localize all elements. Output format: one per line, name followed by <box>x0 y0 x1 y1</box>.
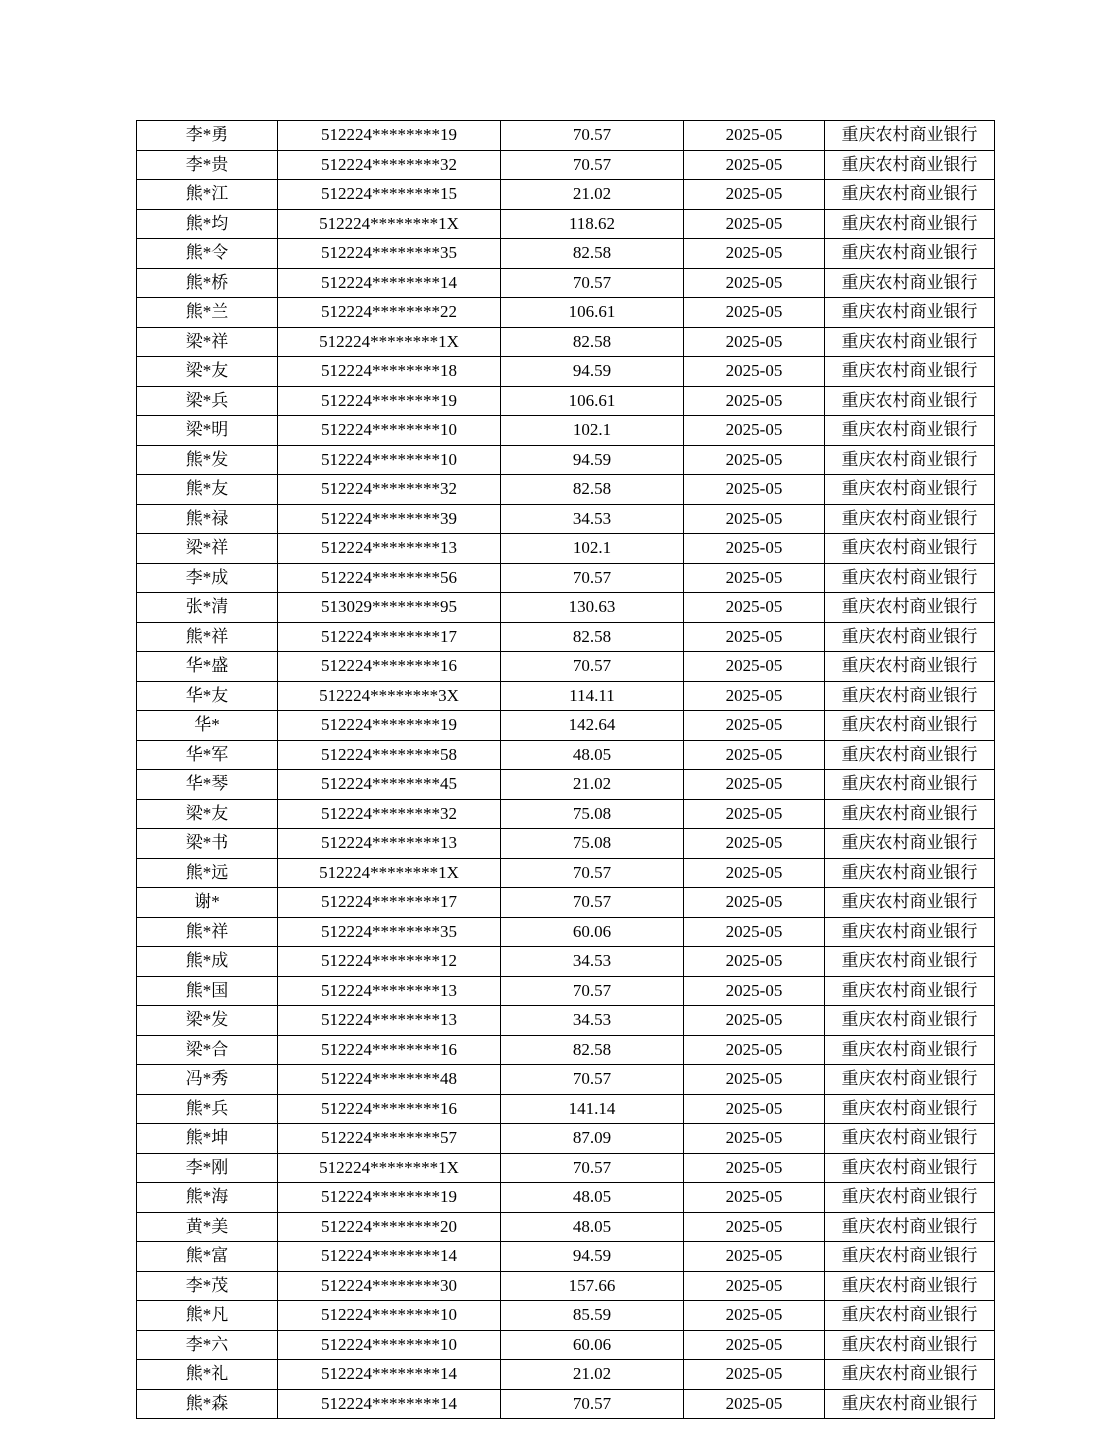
cell-bank: 重庆农村商业银行 <box>825 1330 995 1360</box>
cell-amount: 21.02 <box>501 180 684 210</box>
cell-name: 熊*友 <box>137 475 278 505</box>
cell-bank: 重庆农村商业银行 <box>825 445 995 475</box>
cell-id-number: 512224********13 <box>278 1006 501 1036</box>
table-row <box>137 327 995 357</box>
cell-bank: 重庆农村商业银行 <box>825 475 995 505</box>
cell-id-number: 512224********1X <box>278 1153 501 1183</box>
cell-bank: 重庆农村商业银行 <box>825 1065 995 1095</box>
cell-name: 熊*远 <box>137 858 278 888</box>
cell-bank: 重庆农村商业银行 <box>825 121 995 151</box>
cell-bank: 重庆农村商业银行 <box>825 357 995 387</box>
cell-id-number: 512224********16 <box>278 1094 501 1124</box>
cell-bank: 重庆农村商业银行 <box>825 770 995 800</box>
cell-name: 熊*令 <box>137 239 278 269</box>
cell-amount: 70.57 <box>501 1153 684 1183</box>
cell-amount: 82.58 <box>501 1035 684 1065</box>
cell-id-number: 512224********10 <box>278 416 501 446</box>
cell-month: 2025-05 <box>684 209 825 239</box>
cell-id-number: 512224********19 <box>278 121 501 151</box>
cell-amount: 48.05 <box>501 740 684 770</box>
cell-id-number: 512224********1X <box>278 327 501 357</box>
cell-bank: 重庆农村商业银行 <box>825 829 995 859</box>
cell-amount: 82.58 <box>501 239 684 269</box>
cell-id-number: 512224********3X <box>278 681 501 711</box>
cell-month: 2025-05 <box>684 150 825 180</box>
cell-id-number: 512224********16 <box>278 1035 501 1065</box>
cell-id-number: 512224********35 <box>278 917 501 947</box>
cell-id-number: 512224********10 <box>278 1330 501 1360</box>
cell-month: 2025-05 <box>684 917 825 947</box>
cell-bank: 重庆农村商业银行 <box>825 622 995 652</box>
cell-amount: 34.53 <box>501 504 684 534</box>
cell-bank: 重庆农村商业银行 <box>825 858 995 888</box>
cell-bank: 重庆农村商业银行 <box>825 917 995 947</box>
cell-name: 熊*发 <box>137 445 278 475</box>
table-body <box>137 121 995 1419</box>
table-row <box>137 298 995 328</box>
cell-id-number: 512224********56 <box>278 563 501 593</box>
cell-name: 熊*海 <box>137 1183 278 1213</box>
cell-month: 2025-05 <box>684 858 825 888</box>
table-row <box>137 239 995 269</box>
cell-amount: 82.58 <box>501 327 684 357</box>
cell-name: 熊*江 <box>137 180 278 210</box>
cell-id-number: 512224********20 <box>278 1212 501 1242</box>
cell-amount: 106.61 <box>501 298 684 328</box>
cell-month: 2025-05 <box>684 1242 825 1272</box>
cell-name: 华*琴 <box>137 770 278 800</box>
cell-month: 2025-05 <box>684 1124 825 1154</box>
cell-month: 2025-05 <box>684 1360 825 1390</box>
cell-name: 梁*合 <box>137 1035 278 1065</box>
table-row <box>137 652 995 682</box>
cell-name: 梁*兵 <box>137 386 278 416</box>
cell-bank: 重庆农村商业银行 <box>825 711 995 741</box>
table-row <box>137 770 995 800</box>
cell-bank: 重庆农村商业银行 <box>825 947 995 977</box>
cell-amount: 130.63 <box>501 593 684 623</box>
cell-name: 李*六 <box>137 1330 278 1360</box>
cell-name: 李*勇 <box>137 121 278 151</box>
cell-amount: 70.57 <box>501 888 684 918</box>
cell-amount: 70.57 <box>501 858 684 888</box>
cell-name: 熊*兵 <box>137 1094 278 1124</box>
cell-bank: 重庆农村商业银行 <box>825 504 995 534</box>
cell-id-number: 513029********95 <box>278 593 501 623</box>
cell-name: 李*刚 <box>137 1153 278 1183</box>
cell-name: 梁*友 <box>137 799 278 829</box>
cell-month: 2025-05 <box>684 652 825 682</box>
cell-amount: 48.05 <box>501 1212 684 1242</box>
cell-amount: 82.58 <box>501 475 684 505</box>
table-row <box>137 504 995 534</box>
cell-month: 2025-05 <box>684 622 825 652</box>
cell-amount: 118.62 <box>501 209 684 239</box>
cell-bank: 重庆农村商业银行 <box>825 1360 995 1390</box>
cell-month: 2025-05 <box>684 239 825 269</box>
cell-amount: 34.53 <box>501 947 684 977</box>
cell-amount: 142.64 <box>501 711 684 741</box>
cell-id-number: 512224********14 <box>278 1242 501 1272</box>
cell-amount: 106.61 <box>501 386 684 416</box>
cell-name: 李*成 <box>137 563 278 593</box>
cell-month: 2025-05 <box>684 593 825 623</box>
table-row <box>137 1065 995 1095</box>
cell-month: 2025-05 <box>684 504 825 534</box>
cell-amount: 70.57 <box>501 1065 684 1095</box>
cell-bank: 重庆农村商业银行 <box>825 1183 995 1213</box>
cell-id-number: 512224********32 <box>278 475 501 505</box>
cell-amount: 94.59 <box>501 357 684 387</box>
cell-bank: 重庆农村商业银行 <box>825 534 995 564</box>
table-row <box>137 268 995 298</box>
cell-amount: 21.02 <box>501 1360 684 1390</box>
cell-name: 熊*祥 <box>137 622 278 652</box>
cell-name: 梁*友 <box>137 357 278 387</box>
table-row <box>137 416 995 446</box>
cell-amount: 75.08 <box>501 829 684 859</box>
table-row <box>137 1301 995 1331</box>
cell-amount: 75.08 <box>501 799 684 829</box>
cell-month: 2025-05 <box>684 1389 825 1419</box>
cell-bank: 重庆农村商业银行 <box>825 1006 995 1036</box>
cell-id-number: 512224********35 <box>278 239 501 269</box>
cell-bank: 重庆农村商业银行 <box>825 1389 995 1419</box>
cell-amount: 70.57 <box>501 268 684 298</box>
cell-bank: 重庆农村商业银行 <box>825 298 995 328</box>
table-row <box>137 1094 995 1124</box>
cell-amount: 94.59 <box>501 445 684 475</box>
cell-name: 梁*祥 <box>137 534 278 564</box>
cell-name: 黄*美 <box>137 1212 278 1242</box>
cell-id-number: 512224********12 <box>278 947 501 977</box>
cell-id-number: 512224********19 <box>278 386 501 416</box>
cell-name: 华*盛 <box>137 652 278 682</box>
table-row <box>137 1153 995 1183</box>
cell-bank: 重庆农村商业银行 <box>825 1153 995 1183</box>
cell-id-number: 512224********13 <box>278 976 501 1006</box>
cell-month: 2025-05 <box>684 268 825 298</box>
cell-name: 华* <box>137 711 278 741</box>
cell-name: 熊*国 <box>137 976 278 1006</box>
cell-bank: 重庆农村商业银行 <box>825 799 995 829</box>
cell-bank: 重庆农村商业银行 <box>825 652 995 682</box>
cell-id-number: 512224********10 <box>278 1301 501 1331</box>
cell-id-number: 512224********32 <box>278 150 501 180</box>
table-row <box>137 1330 995 1360</box>
cell-name: 熊*兰 <box>137 298 278 328</box>
cell-id-number: 512224********48 <box>278 1065 501 1095</box>
cell-month: 2025-05 <box>684 534 825 564</box>
cell-name: 熊*祥 <box>137 917 278 947</box>
cell-amount: 141.14 <box>501 1094 684 1124</box>
cell-amount: 21.02 <box>501 770 684 800</box>
table-row <box>137 593 995 623</box>
cell-month: 2025-05 <box>684 740 825 770</box>
table-row <box>137 1271 995 1301</box>
cell-month: 2025-05 <box>684 445 825 475</box>
table-row <box>137 711 995 741</box>
cell-id-number: 512224********1X <box>278 209 501 239</box>
cell-month: 2025-05 <box>684 1153 825 1183</box>
cell-name: 华*友 <box>137 681 278 711</box>
table-row <box>137 475 995 505</box>
cell-bank: 重庆农村商业银行 <box>825 209 995 239</box>
cell-id-number: 512224********16 <box>278 652 501 682</box>
cell-id-number: 512224********15 <box>278 180 501 210</box>
cell-month: 2025-05 <box>684 1094 825 1124</box>
cell-bank: 重庆农村商业银行 <box>825 180 995 210</box>
table-row <box>137 1389 995 1419</box>
table-row <box>137 1212 995 1242</box>
cell-month: 2025-05 <box>684 1212 825 1242</box>
cell-amount: 102.1 <box>501 534 684 564</box>
cell-amount: 157.66 <box>501 1271 684 1301</box>
cell-name: 熊*凡 <box>137 1301 278 1331</box>
cell-month: 2025-05 <box>684 711 825 741</box>
cell-id-number: 512224********58 <box>278 740 501 770</box>
cell-amount: 70.57 <box>501 652 684 682</box>
cell-month: 2025-05 <box>684 327 825 357</box>
cell-month: 2025-05 <box>684 829 825 859</box>
cell-bank: 重庆农村商业银行 <box>825 386 995 416</box>
table-row <box>137 681 995 711</box>
cell-id-number: 512224********17 <box>278 888 501 918</box>
table-row <box>137 445 995 475</box>
cell-amount: 70.57 <box>501 976 684 1006</box>
cell-month: 2025-05 <box>684 298 825 328</box>
payment-table <box>136 120 995 1419</box>
cell-amount: 85.59 <box>501 1301 684 1331</box>
table-row <box>137 1242 995 1272</box>
cell-amount: 60.06 <box>501 917 684 947</box>
table-row <box>137 1360 995 1390</box>
cell-id-number: 512224********13 <box>278 829 501 859</box>
cell-month: 2025-05 <box>684 180 825 210</box>
cell-id-number: 512224********10 <box>278 445 501 475</box>
cell-bank: 重庆农村商业银行 <box>825 327 995 357</box>
cell-month: 2025-05 <box>684 1183 825 1213</box>
cell-id-number: 512224********57 <box>278 1124 501 1154</box>
cell-month: 2025-05 <box>684 1271 825 1301</box>
cell-name: 熊*富 <box>137 1242 278 1272</box>
cell-id-number: 512224********1X <box>278 858 501 888</box>
cell-month: 2025-05 <box>684 681 825 711</box>
table-row <box>137 1006 995 1036</box>
cell-amount: 70.57 <box>501 150 684 180</box>
cell-month: 2025-05 <box>684 947 825 977</box>
table-row <box>137 888 995 918</box>
cell-bank: 重庆农村商业银行 <box>825 416 995 446</box>
cell-amount: 70.57 <box>501 563 684 593</box>
cell-id-number: 512224********45 <box>278 770 501 800</box>
cell-month: 2025-05 <box>684 799 825 829</box>
cell-bank: 重庆农村商业银行 <box>825 681 995 711</box>
cell-name: 梁*发 <box>137 1006 278 1036</box>
cell-name: 谢* <box>137 888 278 918</box>
cell-month: 2025-05 <box>684 1065 825 1095</box>
cell-amount: 70.57 <box>501 121 684 151</box>
cell-name: 梁*明 <box>137 416 278 446</box>
cell-id-number: 512224********13 <box>278 534 501 564</box>
cell-name: 熊*坤 <box>137 1124 278 1154</box>
cell-name: 李*茂 <box>137 1271 278 1301</box>
cell-bank: 重庆农村商业银行 <box>825 976 995 1006</box>
cell-bank: 重庆农村商业银行 <box>825 239 995 269</box>
table-row <box>137 563 995 593</box>
cell-amount: 82.58 <box>501 622 684 652</box>
cell-month: 2025-05 <box>684 357 825 387</box>
cell-amount: 87.09 <box>501 1124 684 1154</box>
cell-bank: 重庆农村商业银行 <box>825 1271 995 1301</box>
cell-id-number: 512224********17 <box>278 622 501 652</box>
cell-name: 熊*禄 <box>137 504 278 534</box>
cell-month: 2025-05 <box>684 888 825 918</box>
cell-id-number: 512224********18 <box>278 357 501 387</box>
cell-name: 张*清 <box>137 593 278 623</box>
cell-id-number: 512224********30 <box>278 1271 501 1301</box>
table-row <box>137 976 995 1006</box>
cell-month: 2025-05 <box>684 1006 825 1036</box>
cell-id-number: 512224********14 <box>278 1389 501 1419</box>
cell-name: 熊*礼 <box>137 1360 278 1390</box>
table-row <box>137 740 995 770</box>
cell-id-number: 512224********19 <box>278 711 501 741</box>
cell-name: 李*贵 <box>137 150 278 180</box>
cell-amount: 114.11 <box>501 681 684 711</box>
cell-bank: 重庆农村商业银行 <box>825 1094 995 1124</box>
cell-name: 熊*均 <box>137 209 278 239</box>
cell-amount: 48.05 <box>501 1183 684 1213</box>
cell-bank: 重庆农村商业银行 <box>825 1242 995 1272</box>
cell-name: 梁*书 <box>137 829 278 859</box>
table-row <box>137 534 995 564</box>
cell-name: 熊*森 <box>137 1389 278 1419</box>
cell-bank: 重庆农村商业银行 <box>825 740 995 770</box>
table-row <box>137 1035 995 1065</box>
cell-month: 2025-05 <box>684 1301 825 1331</box>
cell-bank: 重庆农村商业银行 <box>825 1035 995 1065</box>
payment-table-wrapper <box>136 120 978 1419</box>
cell-bank: 重庆农村商业银行 <box>825 563 995 593</box>
cell-amount: 102.1 <box>501 416 684 446</box>
cell-bank: 重庆农村商业银行 <box>825 150 995 180</box>
cell-month: 2025-05 <box>684 1035 825 1065</box>
cell-name: 熊*桥 <box>137 268 278 298</box>
table-row <box>137 357 995 387</box>
cell-month: 2025-05 <box>684 563 825 593</box>
table-row <box>137 947 995 977</box>
table-row <box>137 917 995 947</box>
table-row <box>137 1183 995 1213</box>
cell-id-number: 512224********32 <box>278 799 501 829</box>
cell-id-number: 512224********39 <box>278 504 501 534</box>
cell-bank: 重庆农村商业银行 <box>825 1212 995 1242</box>
cell-bank: 重庆农村商业银行 <box>825 1301 995 1331</box>
cell-month: 2025-05 <box>684 1330 825 1360</box>
cell-name: 熊*成 <box>137 947 278 977</box>
cell-bank: 重庆农村商业银行 <box>825 888 995 918</box>
table-row <box>137 180 995 210</box>
cell-amount: 34.53 <box>501 1006 684 1036</box>
cell-id-number: 512224********22 <box>278 298 501 328</box>
table-row <box>137 386 995 416</box>
cell-bank: 重庆农村商业银行 <box>825 593 995 623</box>
cell-bank: 重庆农村商业银行 <box>825 268 995 298</box>
table-row <box>137 121 995 151</box>
cell-id-number: 512224********19 <box>278 1183 501 1213</box>
table-row <box>137 209 995 239</box>
cell-month: 2025-05 <box>684 121 825 151</box>
table-row <box>137 150 995 180</box>
cell-month: 2025-05 <box>684 770 825 800</box>
table-row <box>137 622 995 652</box>
cell-id-number: 512224********14 <box>278 268 501 298</box>
table-row <box>137 799 995 829</box>
cell-name: 冯*秀 <box>137 1065 278 1095</box>
table-row <box>137 1124 995 1154</box>
cell-id-number: 512224********14 <box>278 1360 501 1390</box>
cell-month: 2025-05 <box>684 976 825 1006</box>
table-row <box>137 858 995 888</box>
table-row <box>137 829 995 859</box>
cell-name: 华*军 <box>137 740 278 770</box>
cell-amount: 94.59 <box>501 1242 684 1272</box>
cell-amount: 70.57 <box>501 1389 684 1419</box>
cell-month: 2025-05 <box>684 386 825 416</box>
cell-name: 梁*祥 <box>137 327 278 357</box>
cell-month: 2025-05 <box>684 475 825 505</box>
cell-month: 2025-05 <box>684 416 825 446</box>
cell-bank: 重庆农村商业银行 <box>825 1124 995 1154</box>
cell-amount: 60.06 <box>501 1330 684 1360</box>
